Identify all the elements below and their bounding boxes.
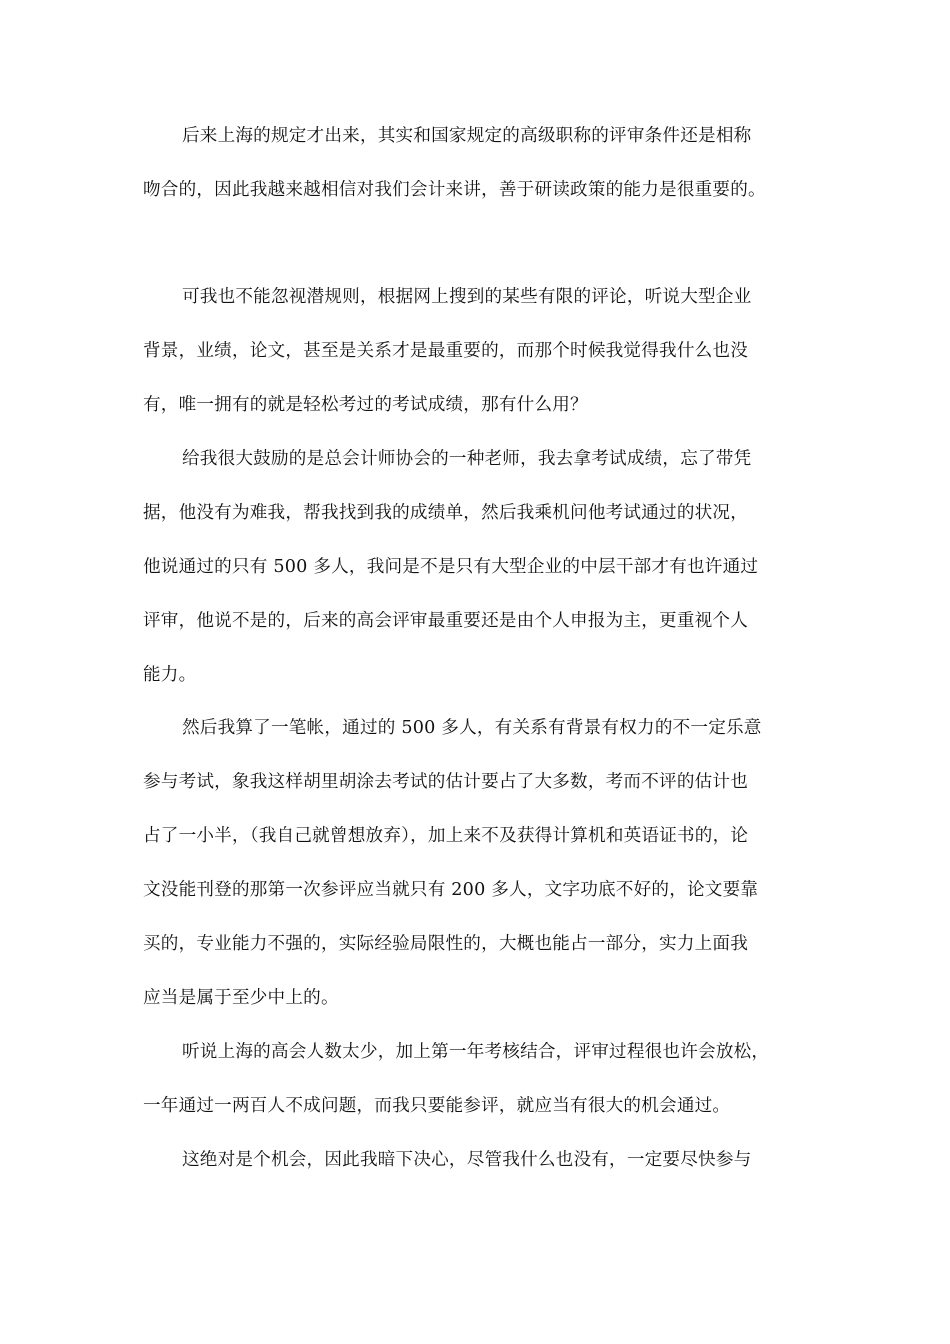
paragraph-3-line-2: 据，他没有为难我，帮我找到我的成绩单，然后我乘机问他考试通过的状况， — [143, 503, 748, 523]
paragraph-4-line-3: 占了一小半，（我自己就曾想放弃），加上来不及获得计算机和英语证书的，论 — [143, 826, 749, 846]
paragraph-4-line-2: 参与考试，象我这样胡里胡涂去考试的估计要占了大多数，考而不评的估计也 — [143, 772, 748, 792]
paragraph-1-line-2: 吻合的，因此我越来越相信对我们会计来讲，善于研读政策的能力是很重要的。 — [143, 180, 766, 200]
paragraph-5-line-2: 一年通过一两百人不成问题，而我只要能参评，就应当有很大的机会通过。 — [143, 1096, 731, 1116]
paragraph-3-line-1: 给我很大鼓励的是总会计师协会的一种老师，我去拿考试成绩，忘了带凭 — [182, 449, 752, 469]
paragraph-3-line-5: 能力。 — [143, 665, 197, 685]
paragraph-6-line-1: 这绝对是个机会，因此我暗下决心，尽管我什么也没有，一定要尽快参与 — [182, 1150, 752, 1170]
paragraph-4-line-5: 买的，专业能力不强的，实际经验局限性的，大概也能占一部分，实力上面我 — [143, 934, 748, 954]
paragraph-2-line-2: 背景，业绩，论文，甚至是关系才是最重要的，而那个时候我觉得我什么也没 — [143, 341, 748, 361]
paragraph-4-line-4: 文没能刊登的那第一次参评应当就只有 200 多人，文字功底不好的，论文要靠 — [143, 880, 759, 900]
paragraph-2-line-3: 有，唯一拥有的就是轻松考过的考试成绩，那有什么用？ — [143, 395, 588, 415]
paragraph-5-line-1: 听说上海的高会人数太少，加上第一年考核结合，评审过程很也许会放松， — [182, 1042, 770, 1062]
paragraph-2-line-1: 可我也不能忽视潜规则，根据网上搜到的某些有限的评论，听说大型企业 — [182, 287, 752, 307]
paragraph-1-line-1: 后来上海的规定才出来，其实和国家规定的高级职称的评审条件还是相称 — [182, 126, 752, 146]
paragraph-4-line-1: 然后我算了一笔帐，通过的 500 多人，有关系有背景有权力的不一定乐意 — [182, 718, 762, 738]
paragraph-3-line-3: 他说通过的只有 500 多人，我问是不是只有大型企业的中层干部才有也许通过 — [143, 557, 759, 577]
paragraph-3-line-4: 评审，他说不是的，后来的高会评审最重要还是由个人申报为主，更重视个人 — [143, 611, 748, 631]
paragraph-4-line-6: 应当是属于至少中上的。 — [143, 988, 339, 1008]
